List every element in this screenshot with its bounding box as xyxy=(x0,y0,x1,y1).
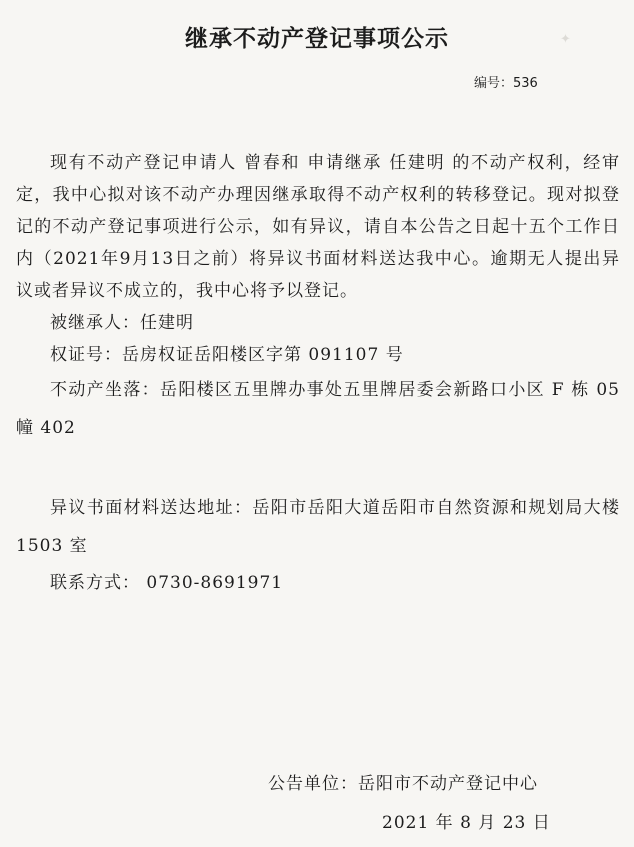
notice-body xyxy=(16,147,620,599)
document-number: 编号：536 xyxy=(474,76,538,91)
page-title: 继承不动产登记事项公示 xyxy=(185,26,449,52)
property-location-line: 不动产坐落：岳阳楼区五里牌办事处五里牌居委会新路口小区 F 栋 05 幢 402 xyxy=(16,380,620,438)
objection-address-line: 异议书面材料送达地址：岳阳市岳阳大道岳阳市自然资源和规划局大楼 1503 室 xyxy=(16,498,620,556)
decedent-line: 被继承人：任建明 xyxy=(50,313,194,333)
spacer xyxy=(16,447,620,489)
certificate-line: 权证号：岳房权证岳阳楼区字第 091107 号 xyxy=(50,345,404,365)
notice-paragraph: 现有不动产登记申请人 曾春和 申请继承 任建明 的不动产权利，经审定，我中心拟对该不动产办理因继承取得不动产权利的转移登记。现对拟登记的不动产登记事项进行公示，如有异议，请自本公告之日起十五个工作日内（2021年9月13日之前）将异议书面材料送达我中心。逾期无人提出异议或者异议不成立的，我中心将予以登记。 xyxy=(16,153,620,301)
issue-date: 2021 年 8 月 23 日 xyxy=(382,813,551,833)
issuer-line: 公告单位：岳阳市不动产登记中心 xyxy=(268,774,538,794)
bleed-through-mark: ✦ xyxy=(560,32,572,47)
contact-line: 联系方式： 0730-8691971 xyxy=(50,573,284,593)
